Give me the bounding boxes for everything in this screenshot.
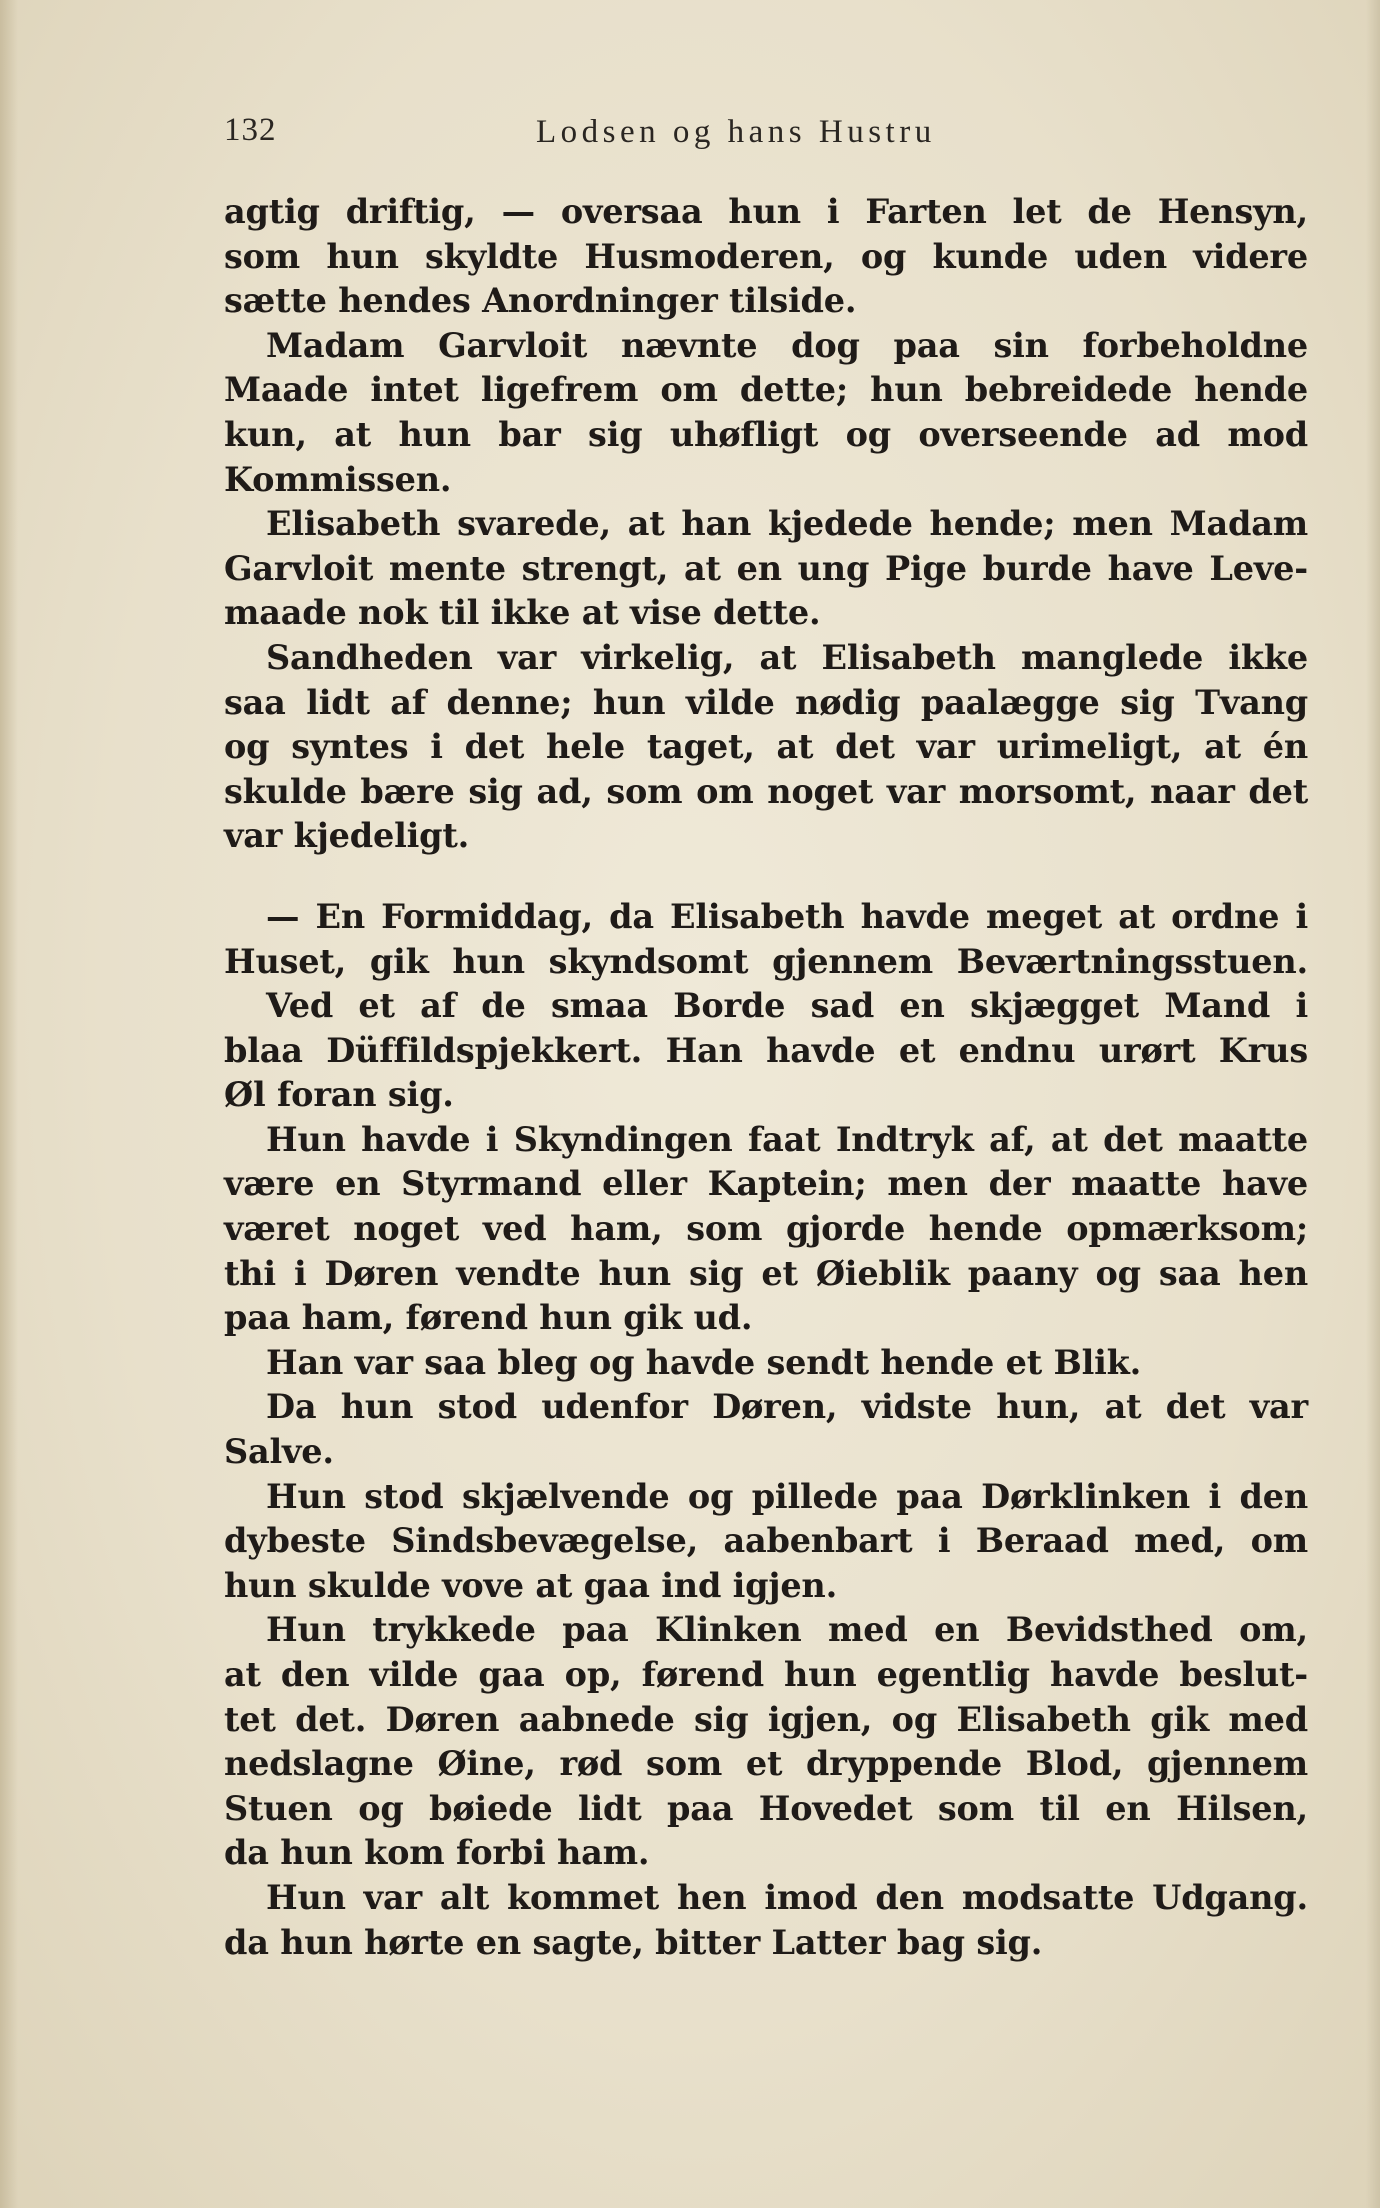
running-title: Lodsen og hans Hustru (536, 114, 936, 150)
text-line: Stuen og bøiede lidt paa Hovedet som til en Hilsen, (224, 1788, 1308, 1828)
text-line: da hun hørte en sagte, bitter Latter bag sig. (224, 1922, 1043, 1962)
text-line: Øl foran sig. (224, 1075, 454, 1115)
text-line: Hun stod skjælvende og pillede paa Dørklinken i den (266, 1476, 1308, 1516)
text-line: dybeste Sindsbevægelse, aabenbart i Beraad med, om (224, 1521, 1308, 1561)
text-line: Hun havde i Skyndingen faat Indtryk af, at det maatte (266, 1119, 1308, 1159)
text-line: Maade intet ligefrem om dette; hun bebreidede hende (224, 370, 1308, 410)
paragraph (224, 636, 1308, 859)
text-line: Han var saa bleg og havde sendt hende et Blik. (266, 1342, 1142, 1382)
text-line: som hun skyldte Husmoderen, og kunde uden videre (224, 236, 1308, 276)
body-text (224, 190, 1308, 1965)
text-line: Garvloit mente strengt, at en ung Pige burde have Leve- (224, 548, 1308, 588)
text-line: og syntes i det hele taget, at det var urimeligt, at én (224, 727, 1308, 767)
text-line: Hun trykkede paa Klinken med en Bevidsthed om, (266, 1610, 1308, 1650)
paragraph (224, 1475, 1308, 1609)
paragraph (224, 1608, 1308, 1876)
page-number: 132 (224, 112, 277, 148)
text-line: Elisabeth svarede, at han kjedede hende; men Madam (266, 504, 1308, 544)
text-line: hun skulde vove at gaa ind igjen. (224, 1565, 838, 1605)
paragraph (224, 1876, 1308, 1965)
paragraph (224, 1118, 1308, 1341)
text-line: Huset, gik hun skyndsomt gjennem Beværtningsstuen. (224, 941, 1308, 981)
text-line: at den vilde gaa op, førend hun egentlig havde beslut- (224, 1655, 1308, 1694)
text-line: være en Styrmand eller Kaptein; men der maatte have (224, 1164, 1308, 1204)
text-line: Kommissen. (224, 459, 452, 499)
text-line: Sandheden var virkelig, at Elisabeth manglede ikke (266, 637, 1308, 677)
text-line: Ved et af de smaa Borde sad en skjægget Mand i (266, 986, 1308, 1026)
text-line: Salve. (224, 1432, 334, 1472)
running-head (224, 112, 1308, 162)
paragraph (224, 324, 1308, 502)
text-line: var kjedeligt. (224, 816, 470, 856)
paragraph (224, 502, 1308, 636)
text-line: blaa Düffildspjekkert. Han havde et endnu urørt Krus (224, 1030, 1308, 1070)
text-line: kun, at hun bar sig uhøfligt og overseende ad mod (224, 414, 1308, 454)
text-line: Hun var alt kommet hen imod den modsatte Udgang. (266, 1877, 1308, 1917)
text-line: nedslagne Øine, rød som et dryppende Blod, gjennem (224, 1744, 1308, 1784)
text-line: sætte hendes Anordninger tilside. (224, 281, 857, 321)
text-line: agtig driftig, — oversaa hun i Farten let de Hensyn, (224, 192, 1308, 231)
paragraph (224, 190, 1308, 324)
text-line: Da hun stod udenfor Døren, vidste hun, at det var (266, 1387, 1308, 1427)
text-line: thi i Døren vendte hun sig et Øieblik paany og saa hen (224, 1253, 1308, 1293)
text-line: paa ham, førend hun gik ud. (224, 1298, 753, 1338)
paragraph (224, 895, 1308, 984)
text-line: da hun kom forbi ham. (224, 1833, 650, 1873)
text-line: skulde bære sig ad, som om noget var morsomt, naar det (224, 771, 1308, 811)
text-line: Madam Garvloit nævnte dog paa sin forbeholdne (266, 325, 1308, 365)
text-line: — En Formiddag, da Elisabeth havde meget at ordne i (266, 896, 1308, 936)
text-line: saa lidt af denne; hun vilde nødig paalægge sig Tvang (224, 682, 1308, 722)
text-line: maade nok til ikke at vise dette. (224, 593, 821, 633)
paragraph (224, 1385, 1308, 1474)
paragraph (224, 984, 1308, 1118)
text-line: tet det. Døren aabnede sig igjen, og Elisabeth gik med (224, 1699, 1308, 1739)
section-break (224, 859, 1308, 895)
text-line: været noget ved ham, som gjorde hende opmærksom; (224, 1209, 1308, 1249)
paragraph (224, 1341, 1308, 1386)
